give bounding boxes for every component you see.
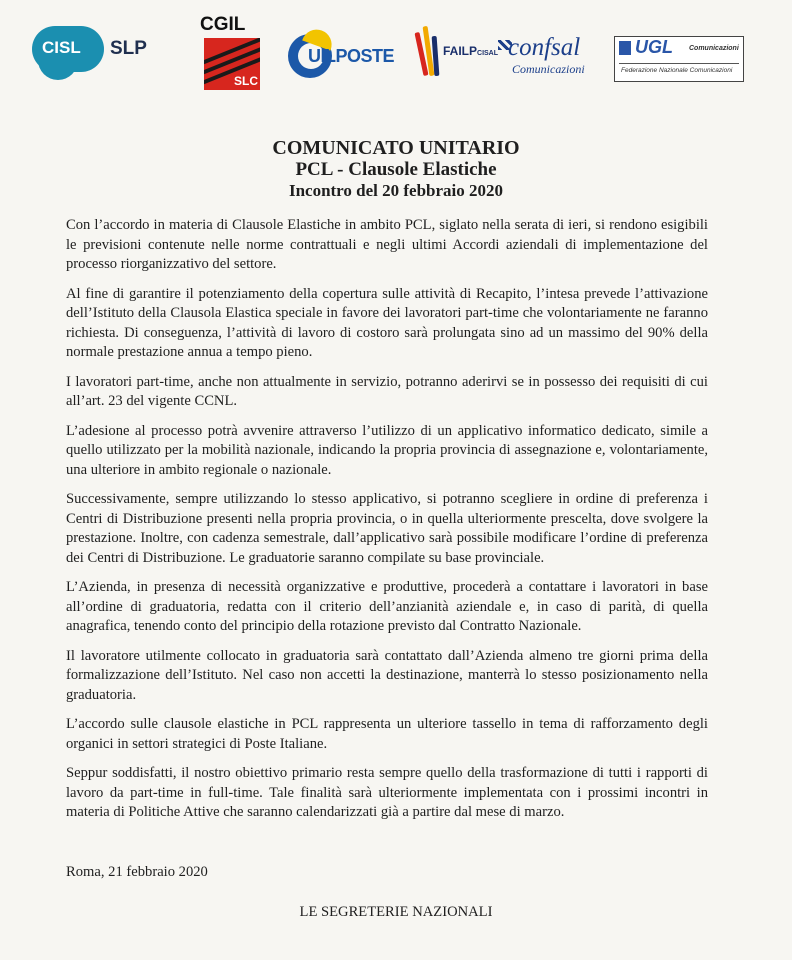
- paragraph: Al fine di garantire il potenziamento della copertura sulle attività di Recapito, l’intesa prevede l’attivazione dell’Istituto della Clausola Elastica speciale in favore dei lavoratori part-time che volontariamente ne faranno richiesta. Di conseguenza, l’attività di lavoro di costoro sarà prolungata sino ad un massimo del 90% della normale prestazione annua a tempo pieno.: [66, 285, 708, 360]
- ugl-logo: [614, 36, 744, 82]
- paragraph: L’Azienda, in presenza di necessità organizzative e produttive, procederà a contattare i lavoratori in base all’ordine di graduatoria, redatta con il criterio dell’anzianità aziendale e, in caso di parità, di quella anagrafica, tenendo conto del principio della rotazione previsto dal Contratto Nazionale.: [66, 579, 708, 634]
- signature: LE SEGRETERIE NAZIONALI: [299, 904, 493, 920]
- failp-logo-text: FAILPCISAL: [443, 44, 499, 58]
- cgil-logo-text: CGIL: [200, 14, 246, 35]
- paragraph: Successivamente, sempre utilizzando lo stesso applicativo, si potranno scegliere in ordine di preferenza i Centri di Distribuzione presenti nella propria provincia, o in quella ulteriormente prescelta, dove svolgere la prestazione. Inoltre, con cadenza semestrale, dall’applicativo sarà possibile modificare l’ordine di preferenza dei Centri di Distribuzione. Le graduatorie saranno compilate su base provinciale.: [66, 491, 708, 566]
- ugl-logo-subline: Federazione Nazionale Comunicazioni: [621, 67, 733, 74]
- uilposte-logo-text: UILPOSTE: [308, 46, 395, 66]
- paragraph: L’adesione al processo potrà avvenire attraverso l’utilizzo di un applicativo informatico dedicato, simile a quello utilizzato per la mobilità nazionale, indicando la propria provincia di assegnazione e, volontariamente, una ulteriore in ambito regionale o nazionale.: [66, 422, 708, 478]
- uilposte-logo: [288, 34, 395, 80]
- confsal-logo-text: confsal: [508, 34, 581, 61]
- paragraph: Seppur soddisfatti, il nostro obiettivo primario resta sempre quello della trasformazione di tutti i rapporti di lavoro da part-time in full-time. Tale finalità sarà ulteriormente implementata con i prossimi incontri in materia di Politiche Attive che saranno calendarizzati già a partire dal mese di marzo.: [66, 765, 708, 820]
- cisl-logo-text: CISL: [42, 38, 81, 57]
- paragraph: I lavoratori part-time, anche non attualmente in servizio, potranno aderirvi se in possesso dei requisiti di cui all’art. 23 del vigente CCNL.: [66, 373, 708, 409]
- meeting-date: Incontro del 20 febbraio 2020: [288, 181, 504, 200]
- cisl-slp-logo: [32, 20, 152, 80]
- document-subtitle: PCL - Clausole Elastiche: [295, 159, 497, 180]
- failp-cisal-logo: [415, 18, 505, 80]
- paragraph: Il lavoratore utilmente collocato in graduatoria sarà contattato dall’Azienda almeno tre giorni prima della formalizzazione dell’Istituto. Nel caso non accetti la destinazione, manterrà lo stesso posizionamento nella graduatoria.: [66, 647, 708, 703]
- logo-bar: [0, 0, 792, 110]
- confsal-logo: [498, 34, 598, 84]
- ugl-logo-text: UGL: [635, 37, 673, 57]
- cisl-logo-suffix: SLP: [110, 38, 147, 59]
- paragraph: Con l’accordo in materia di Clausole Elastiche in ambito PCL, siglato nella serata di ieri, si rendono esigibili le previsioni contenute nelle norme contrattuali e negli ultimi Accordi aziendali di implementazione del processo riorganizzativo del settore.: [66, 217, 708, 272]
- cgil-slc-logo: [200, 14, 264, 92]
- ugl-logo-suffix: Comunicazioni: [689, 45, 739, 52]
- place-date: Roma, 21 febbraio 2020: [66, 864, 208, 880]
- document-title: COMUNICATO UNITARIO: [272, 137, 520, 159]
- confsal-logo-suffix: Comunicazioni: [512, 62, 585, 76]
- cgil-logo-suffix: SLC: [234, 74, 258, 88]
- document-body: [66, 216, 708, 833]
- paragraph: L’accordo sulle clausole elastiche in PCL rappresenta un ulteriore tassello in tema di rafforzamento degli organici in settori strategici di Poste Italiane.: [66, 716, 708, 752]
